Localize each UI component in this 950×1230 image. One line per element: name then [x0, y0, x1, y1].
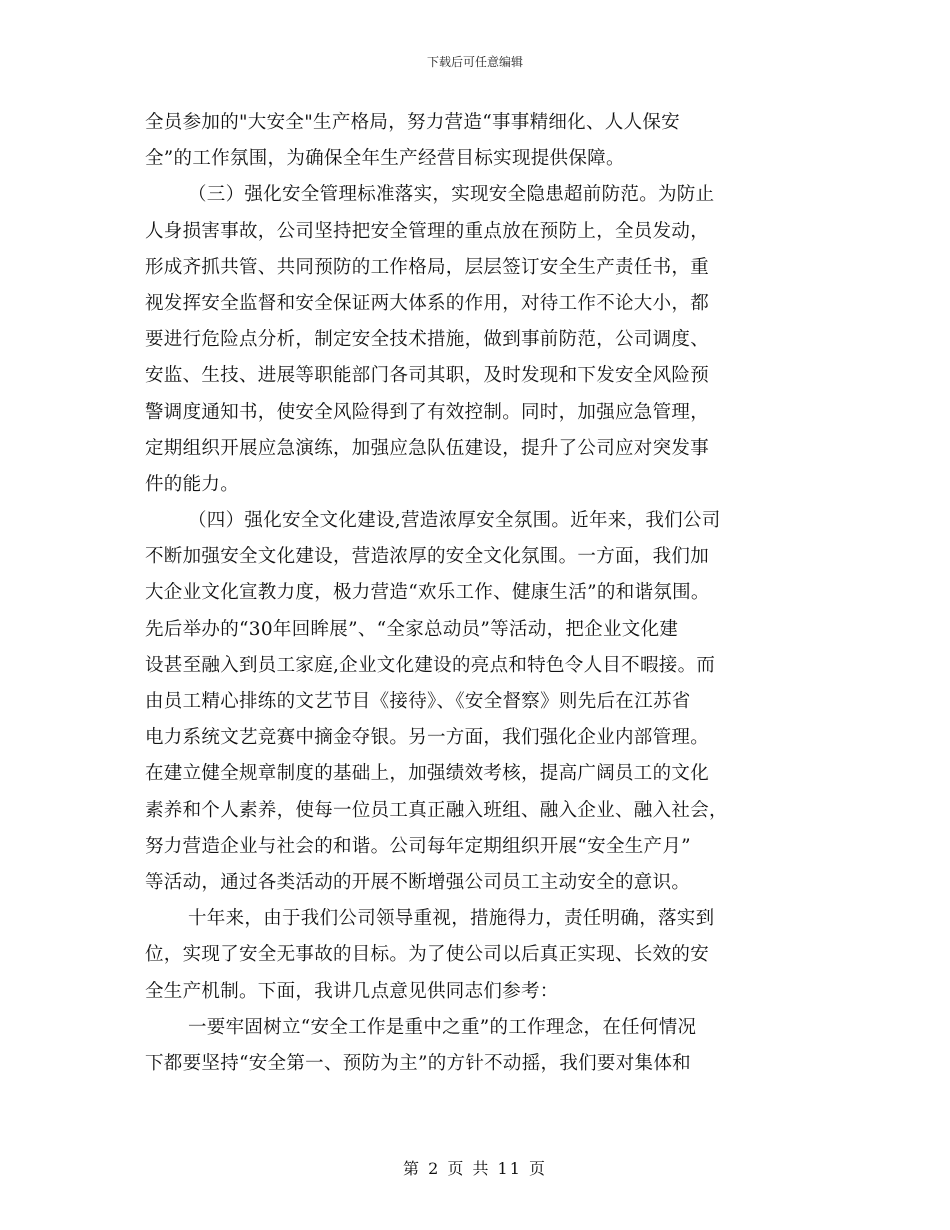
page-header-note: 下载后可任意编辑 [426, 55, 523, 69]
text-line: 等活动，通过各类活动的开展不断增强公司员工主动安全的意识。 [145, 871, 691, 893]
text-line: 全”的工作氛围，为确保全年生产经营目标实现提供保障。 [145, 148, 625, 170]
text-line: 十年来，由于我们公司领导重视，措施得力，责任明确，落实到 [188, 908, 715, 930]
text-line: 大企业文化宣教力度，极力营造“欢乐工作、健康生活”的和谐氛围。 [145, 582, 710, 604]
text-line: 人身损害事故，公司坚持把安全管理的重点放在预防上，全员发动， [145, 220, 710, 242]
text-line: 定期组织开展应急演练，加强应急队伍建设，提升了公司应对突发事 [145, 437, 710, 459]
text-line: 要进行危险点分析，制定安全技术措施，做到事前防范，公司调度、 [145, 329, 710, 351]
body-text [145, 105, 810, 1082]
text-line: 努力营造企业与社会的和谐。公司每年定期组织开展“安全生产月” [145, 835, 691, 857]
text-line: 设甚至融入到员工家庭,企业文化建设的亮点和特色令人目不暇接。而 [145, 654, 716, 676]
text-line: 安监、生技、进展等职能部门各司其职，及时发现和下发安全风险预 [145, 365, 710, 387]
page-footer: 第 2 页 共 11 页 [403, 1159, 547, 1178]
text-line: 由员工精心排练的文艺节目《接待》、《安全督察》则先后在江苏省 [145, 691, 691, 712]
text-line: 不断加强安全文化建设，营造浓厚的安全文化氛围。一方面，我们加 [145, 546, 710, 568]
text-line: 视发挥安全监督和安全保证两大体系的作用，对待工作不论大小，都 [145, 292, 710, 314]
text-line: 下都要坚持“安全第一、预防为主”的方针不动摇，我们要对集体和 [145, 1052, 691, 1074]
text-line: （四）强化安全文化建设,营造浓厚安全氛围。近年来，我们公司 [188, 510, 721, 532]
text-line: 形成齐抓共管、共同预防的工作格局，层层签订安全生产责任书，重 [145, 256, 710, 278]
text-line: 电力系统文艺竞赛中摘金夺银。另一方面，我们强化企业内部管理。 [145, 727, 710, 749]
text-line: 件的能力。 [145, 473, 240, 495]
text-line: 位，实现了安全无事故的目标。为了使公司以后真正实现、长效的安 [145, 944, 710, 966]
text-line: 素养和个人素养，使每一位员工真正融入班组、融入企业、融入社会， [145, 799, 728, 821]
text-line: 一要牢固树立“安全工作是重中之重”的工作理念，在任何情况 [188, 1016, 697, 1038]
text-line: 警调度通知书，使安全风险得到了有效控制。同时，加强应急管理， [145, 401, 710, 423]
text-line: （三）强化安全管理标准落实，实现安全隐患超前防范。为防止 [188, 184, 715, 206]
text-line: 先后举办的“30年回眸展”、“全家总动员”等活动，把企业文化建 [145, 618, 679, 640]
text-line: 全员参加的"大安全"生产格局，努力营造“事事精细化、人人保安 [145, 112, 680, 133]
text-line: 在建立健全规章制度的基础上，加强绩效考核，提高广阔员工的文化 [145, 763, 710, 785]
text-line: 全生产机制。下面，我讲几点意见供同志们参考： [145, 980, 559, 1002]
